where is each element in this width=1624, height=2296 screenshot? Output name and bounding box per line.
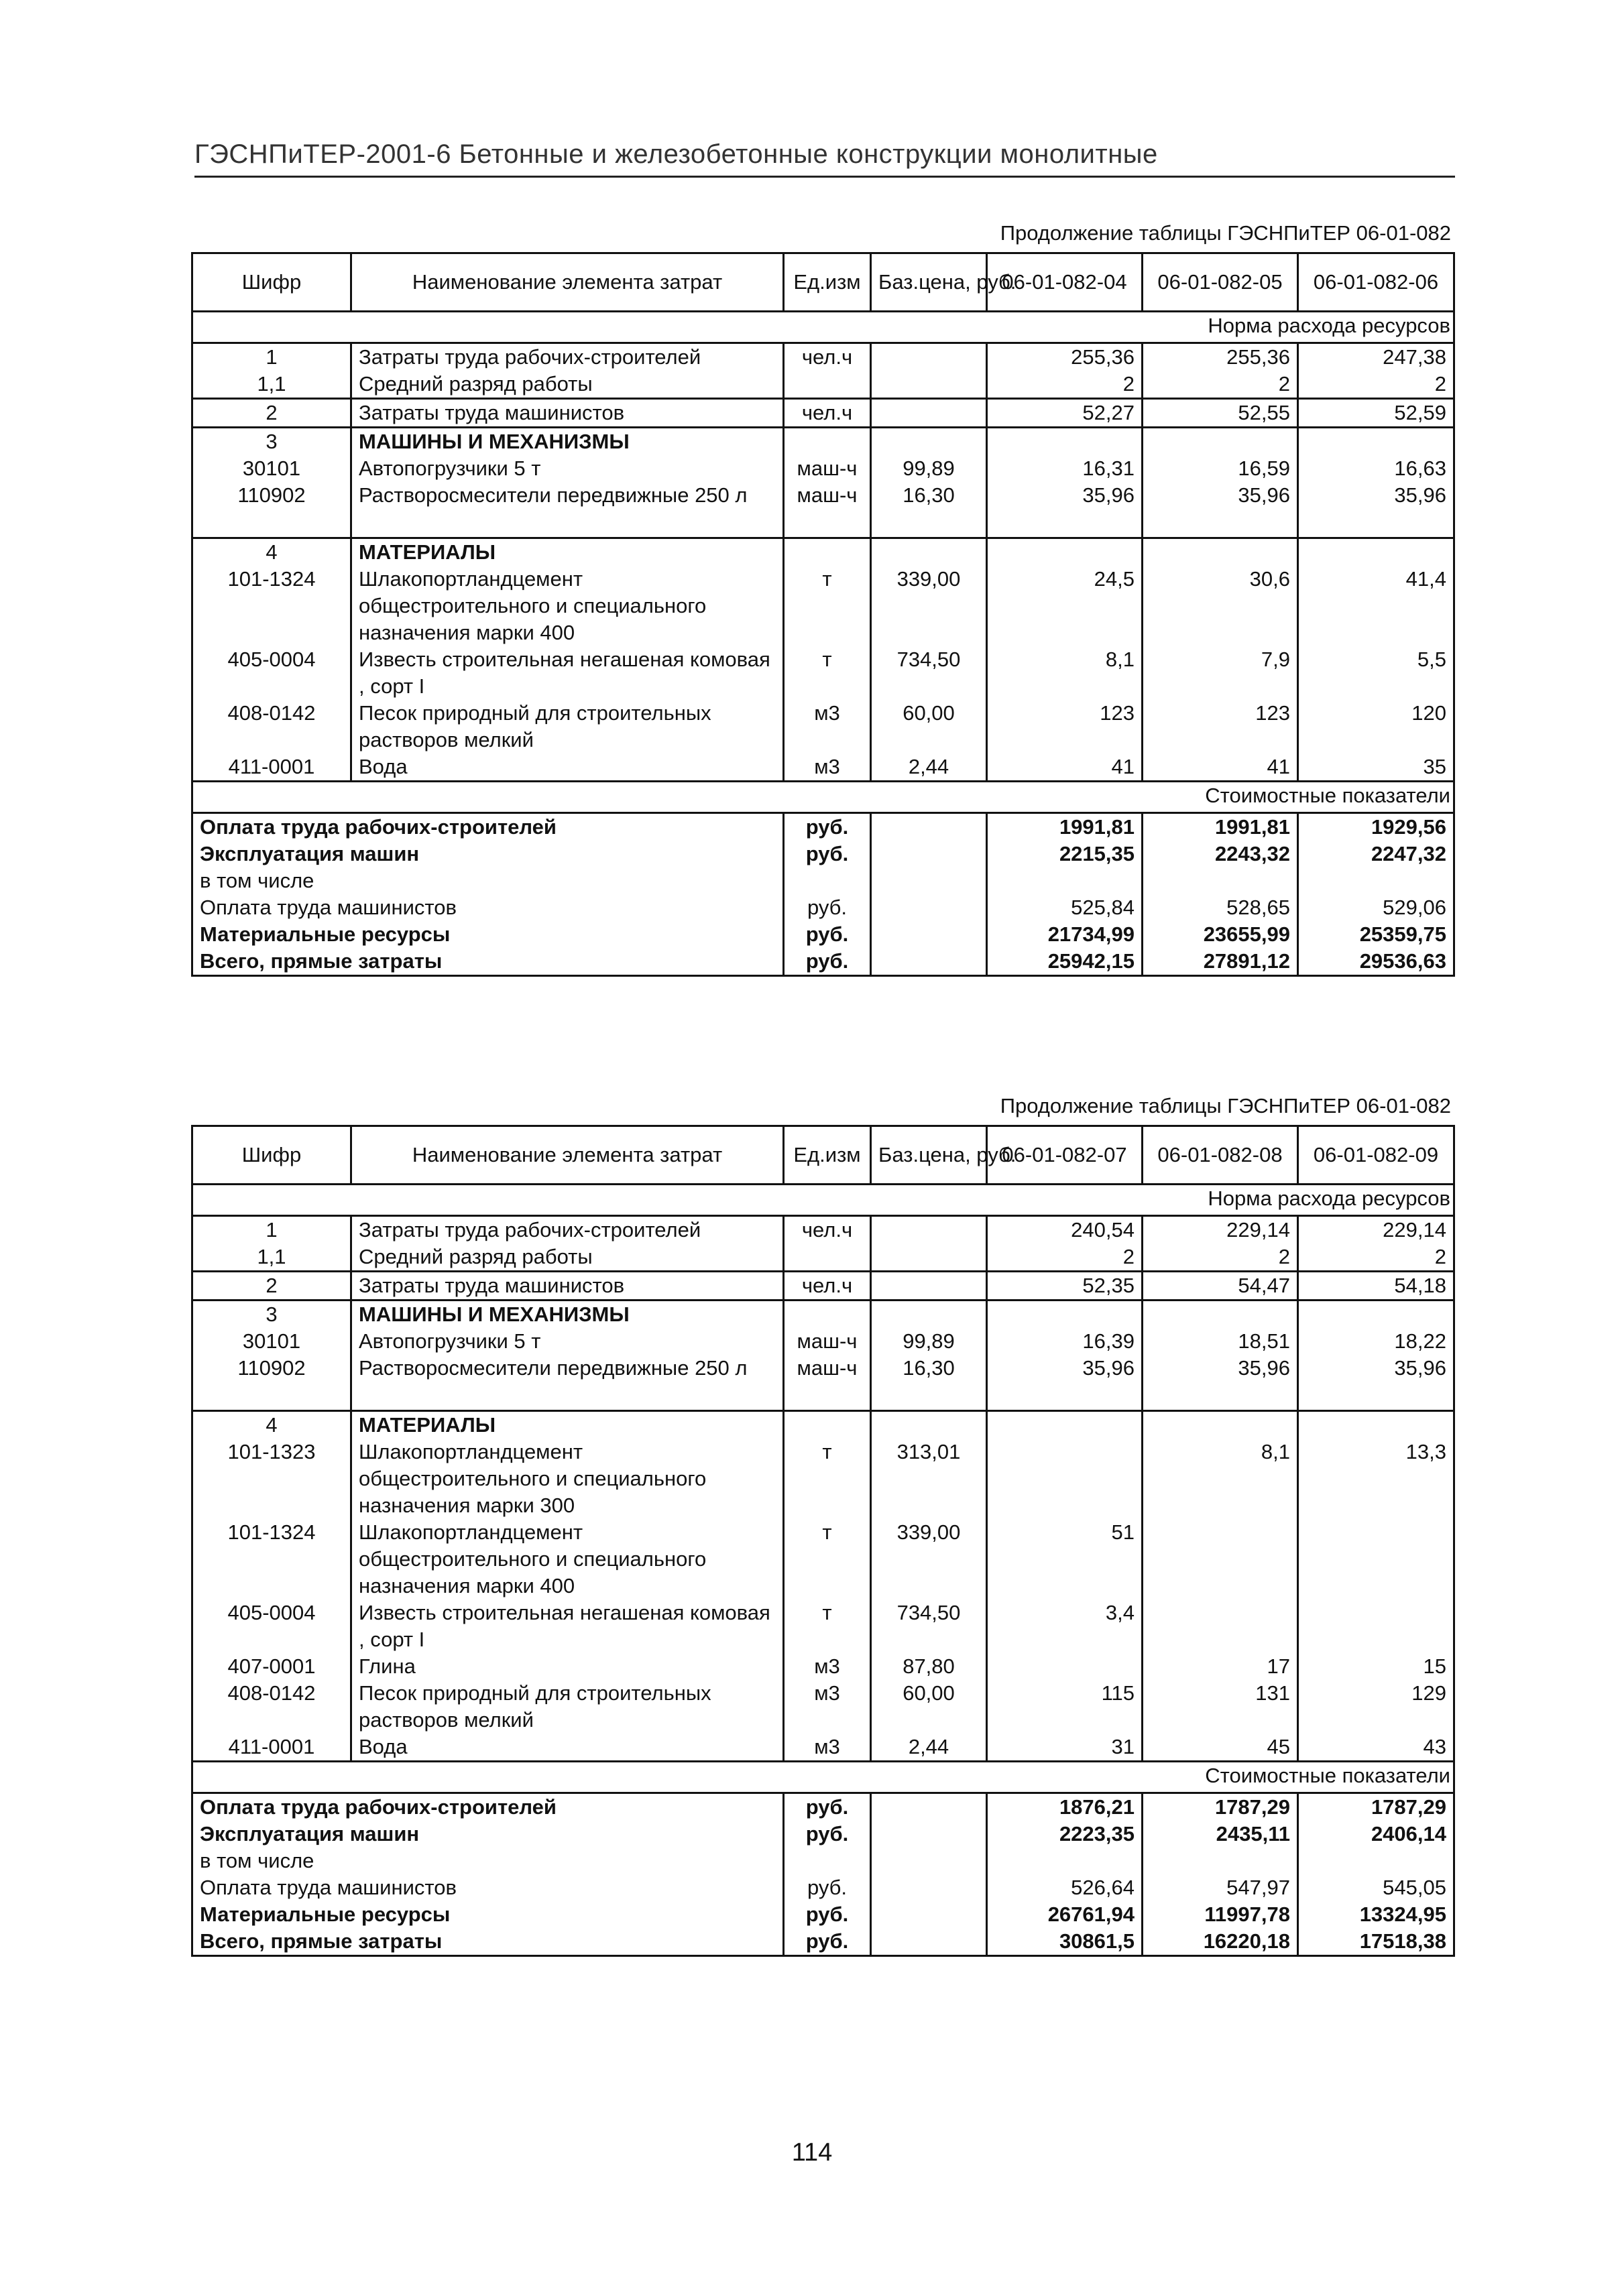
row-code: 408-0142: [192, 700, 351, 753]
row-value: [1298, 428, 1454, 456]
row-value: [1298, 1519, 1454, 1599]
row-name: Вода: [351, 1734, 784, 1762]
row-value: [1143, 428, 1298, 456]
row-value: 45: [1143, 1734, 1298, 1762]
table-row: [192, 343, 1454, 371]
row-base-price: [871, 1272, 987, 1301]
cost-row: [192, 1821, 1454, 1848]
cost-value: 2223,35: [987, 1821, 1143, 1848]
row-name: Песок природный для строительных растворов мелкий: [351, 700, 784, 753]
cost-label: Оплата труда машинистов: [192, 894, 784, 921]
row-value: [1298, 1599, 1454, 1653]
row-name: Известь строительная негашеная комовая , сорт I: [351, 646, 784, 700]
cost-value: 17518,38: [1298, 1928, 1454, 1956]
header-name: Наименование элемента затрат: [351, 1126, 784, 1185]
table-row: [192, 455, 1454, 482]
row-value: 35: [1298, 753, 1454, 782]
row-value: 8,1: [1143, 1439, 1298, 1519]
cost-value: 29536,63: [1298, 948, 1454, 976]
cost-label: Оплата труда машинистов: [192, 1874, 784, 1901]
row-unit: м3: [784, 753, 871, 782]
cost-label: в том числе: [192, 867, 784, 894]
cost-value: [987, 867, 1143, 894]
row-base-price: 734,50: [871, 646, 987, 700]
row-code: 407-0001: [192, 1653, 351, 1680]
table-header-row: [192, 253, 1454, 312]
row-name: Шлакопортландцемент общестроительного и специального назначения марки 400: [351, 566, 784, 646]
row-value: 115: [987, 1680, 1143, 1734]
table-row: [192, 1328, 1454, 1355]
row-value: [987, 1439, 1143, 1519]
row-code: 110902: [192, 482, 351, 509]
cost-value: 23655,99: [1143, 921, 1298, 948]
cost-value: 21734,99: [987, 921, 1143, 948]
section-label-norms: Норма расхода ресурсов: [192, 312, 1454, 343]
row-value: 2: [1143, 1244, 1298, 1272]
group-header-row: [192, 1301, 1454, 1329]
row-code: 1,1: [192, 371, 351, 399]
group-header-row: [192, 538, 1454, 566]
row-unit: [784, 371, 871, 399]
cost-unit: руб.: [784, 1793, 871, 1821]
table-row: [192, 646, 1454, 700]
row-value: 2: [1298, 1244, 1454, 1272]
row-base-price: 339,00: [871, 1519, 987, 1599]
row-value: [987, 1653, 1143, 1680]
row-base-price: [871, 399, 987, 428]
row-value: [1143, 1519, 1298, 1599]
cost-value: 25359,75: [1298, 921, 1454, 948]
cost-value: 1787,29: [1143, 1793, 1298, 1821]
row-unit: м3: [784, 700, 871, 753]
row-name: Шлакопортландцемент общестроительного и специального назначения марки 300: [351, 1439, 784, 1519]
cost-unit: руб.: [784, 948, 871, 976]
row-value: [987, 1411, 1143, 1439]
row-value: 17: [1143, 1653, 1298, 1680]
table-header-row: [192, 1126, 1454, 1185]
cost-label: Всего, прямые затраты: [192, 948, 784, 976]
row-base-price: [871, 428, 987, 456]
header-shifr: Шифр: [192, 1126, 351, 1185]
row-name: Глина: [351, 1653, 784, 1680]
norms-table: [191, 1125, 1455, 1957]
cost-value: 16220,18: [1143, 1928, 1298, 1956]
row-code: 2: [192, 399, 351, 428]
row-code: 2: [192, 1272, 351, 1301]
row-unit: м3: [784, 1653, 871, 1680]
cost-row: [192, 894, 1454, 921]
header-column-code: 06-01-082-09: [1298, 1126, 1454, 1185]
row-base-price: [871, 1244, 987, 1272]
header-unit: Ед.изм: [784, 253, 871, 312]
table-row: [192, 1439, 1454, 1519]
group-header-row: [192, 1411, 1454, 1439]
table-row: [192, 1599, 1454, 1653]
section-label-costs: Стоимостные показатели: [192, 1762, 1454, 1793]
row-unit: м3: [784, 1680, 871, 1734]
row-value: [987, 1301, 1143, 1329]
group-header-row: [192, 428, 1454, 456]
row-value: 7,9: [1143, 646, 1298, 700]
cost-unit: руб.: [784, 841, 871, 867]
row-code: 1: [192, 1216, 351, 1244]
row-name: Известь строительная негашеная комовая , сорт I: [351, 1599, 784, 1653]
row-unit: чел.ч: [784, 399, 871, 428]
row-value: 35,96: [1298, 482, 1454, 509]
row-name: Затраты труда рабочих-строителей: [351, 343, 784, 371]
row-value: 3,4: [987, 1599, 1143, 1653]
header-base-price: Баз.цена, руб.: [871, 1126, 987, 1185]
row-name: Затраты труда рабочих-строителей: [351, 1216, 784, 1244]
row-name: Затраты труда машинистов: [351, 1272, 784, 1301]
row-code: 4: [192, 1411, 351, 1439]
row-code: 110902: [192, 1355, 351, 1382]
row-value: 247,38: [1298, 343, 1454, 371]
cost-row: [192, 1928, 1454, 1956]
table-caption: Продолжение таблицы ГЭСНПиТЕР 06-01-082: [1000, 1094, 1451, 1117]
cost-row: [192, 1793, 1454, 1821]
row-code: 411-0001: [192, 1734, 351, 1762]
row-value: 2: [1298, 371, 1454, 399]
row-base-price: 2,44: [871, 1734, 987, 1762]
row-unit: т: [784, 1599, 871, 1653]
cost-row: [192, 867, 1454, 894]
header-column-code: 06-01-082-05: [1143, 253, 1298, 312]
row-base-price: [871, 371, 987, 399]
spacer-row: [192, 1382, 1454, 1411]
row-base-price: [871, 1301, 987, 1329]
row-code: 1,1: [192, 1244, 351, 1272]
table-row: [192, 371, 1454, 399]
cost-row: [192, 1901, 1454, 1928]
row-value: 16,39: [987, 1328, 1143, 1355]
row-code: 3: [192, 428, 351, 456]
cost-label: Всего, прямые затраты: [192, 1928, 784, 1956]
row-code: 408-0142: [192, 1680, 351, 1734]
row-value: [987, 538, 1143, 566]
row-base-price: 87,80: [871, 1653, 987, 1680]
cost-label: Эксплуатация машин: [192, 841, 784, 867]
row-unit: [784, 428, 871, 456]
cost-unit: [784, 1848, 871, 1874]
row-name: МАШИНЫ И МЕХАНИЗМЫ: [351, 1301, 784, 1329]
row-unit: маш-ч: [784, 455, 871, 482]
row-value: 24,5: [987, 566, 1143, 646]
row-name: Растворосмесители передвижные 250 л: [351, 1355, 784, 1382]
cost-label: Материальные ресурсы: [192, 1901, 784, 1928]
row-base-price: 313,01: [871, 1439, 987, 1519]
row-unit: чел.ч: [784, 1216, 871, 1244]
table-row: [192, 753, 1454, 782]
table-row: [192, 1272, 1454, 1301]
cost-value: 1876,21: [987, 1793, 1143, 1821]
cost-value: 2406,14: [1298, 1821, 1454, 1848]
row-value: 54,18: [1298, 1272, 1454, 1301]
cost-value: 30861,5: [987, 1928, 1143, 1956]
section-label-costs: Стоимостные показатели: [192, 782, 1454, 813]
table-row: [192, 700, 1454, 753]
row-unit: т: [784, 1439, 871, 1519]
row-base-price: [871, 1216, 987, 1244]
row-value: 52,59: [1298, 399, 1454, 428]
section-row-norms: [192, 1185, 1454, 1216]
cost-value: [1298, 867, 1454, 894]
row-value: [1298, 1301, 1454, 1329]
row-value: 131: [1143, 1680, 1298, 1734]
cost-value: 547,97: [1143, 1874, 1298, 1901]
row-unit: маш-ч: [784, 1355, 871, 1382]
row-code: 405-0004: [192, 1599, 351, 1653]
header-column-code: 06-01-082-07: [987, 1126, 1143, 1185]
table-row: [192, 1355, 1454, 1382]
row-value: 43: [1298, 1734, 1454, 1762]
table-row: [192, 1734, 1454, 1762]
cost-value: 2247,32: [1298, 841, 1454, 867]
cost-value: 528,65: [1143, 894, 1298, 921]
row-unit: [784, 1301, 871, 1329]
cost-unit: руб.: [784, 921, 871, 948]
row-value: 2: [1143, 371, 1298, 399]
row-value: 52,55: [1143, 399, 1298, 428]
cost-row: [192, 813, 1454, 841]
cost-row: [192, 921, 1454, 948]
row-value: 31: [987, 1734, 1143, 1762]
row-value: 16,31: [987, 455, 1143, 482]
row-unit: м3: [784, 1734, 871, 1762]
header-unit: Ед.изм: [784, 1126, 871, 1185]
row-value: 13,3: [1298, 1439, 1454, 1519]
cost-value: 11997,78: [1143, 1901, 1298, 1928]
row-value: 51: [987, 1519, 1143, 1599]
row-code: 101-1323: [192, 1439, 351, 1519]
section-row-costs: [192, 1762, 1454, 1793]
row-unit: [784, 1244, 871, 1272]
row-value: 52,35: [987, 1272, 1143, 1301]
row-value: 123: [987, 700, 1143, 753]
row-value: 18,22: [1298, 1328, 1454, 1355]
row-base-price: 2,44: [871, 753, 987, 782]
row-value: 255,36: [987, 343, 1143, 371]
cost-value: 1787,29: [1298, 1793, 1454, 1821]
page-number: 114: [791, 2138, 833, 2167]
row-value: 35,96: [1298, 1355, 1454, 1382]
header-column-code: 06-01-082-08: [1143, 1126, 1298, 1185]
cost-unit: руб.: [784, 1874, 871, 1901]
row-value: [1143, 1301, 1298, 1329]
row-unit: т: [784, 1519, 871, 1599]
header-name: Наименование элемента затрат: [351, 253, 784, 312]
cost-value: 27891,12: [1143, 948, 1298, 976]
cost-value: 1929,56: [1298, 813, 1454, 841]
running-header: ГЭСНПиТЕР-2001-6 Бетонные и железобетонные конструкции монолитные: [194, 139, 1158, 169]
row-value: 52,27: [987, 399, 1143, 428]
row-base-price: [871, 538, 987, 566]
section-row-norms: [192, 312, 1454, 343]
header-base-price: Баз.цена, руб.: [871, 253, 987, 312]
cost-unit: руб.: [784, 1928, 871, 1956]
row-value: 41: [987, 753, 1143, 782]
row-code: 101-1324: [192, 1519, 351, 1599]
row-value: 2: [987, 371, 1143, 399]
cost-value: 13324,95: [1298, 1901, 1454, 1928]
row-name: Средний разряд работы: [351, 1244, 784, 1272]
cost-value: 2215,35: [987, 841, 1143, 867]
row-unit: чел.ч: [784, 343, 871, 371]
row-value: 8,1: [987, 646, 1143, 700]
row-base-price: [871, 1411, 987, 1439]
cost-unit: руб.: [784, 813, 871, 841]
cost-unit: руб.: [784, 1901, 871, 1928]
row-unit: [784, 1411, 871, 1439]
header-column-code: 06-01-082-06: [1298, 253, 1454, 312]
table-row: [192, 566, 1454, 646]
row-value: 2: [987, 1244, 1143, 1272]
row-base-price: 99,89: [871, 1328, 987, 1355]
section-row-costs: [192, 782, 1454, 813]
cost-value: [1143, 1848, 1298, 1874]
row-name: МАШИНЫ И МЕХАНИЗМЫ: [351, 428, 784, 456]
row-code: 101-1324: [192, 566, 351, 646]
row-unit: т: [784, 566, 871, 646]
row-name: Автопогрузчики 5 т: [351, 1328, 784, 1355]
row-unit: [784, 538, 871, 566]
cost-unit: руб.: [784, 1821, 871, 1848]
row-name: МАТЕРИАЛЫ: [351, 538, 784, 566]
row-base-price: 60,00: [871, 700, 987, 753]
table-caption: Продолжение таблицы ГЭСНПиТЕР 06-01-082: [1000, 221, 1451, 245]
cost-label: в том числе: [192, 1848, 784, 1874]
row-name: Средний разряд работы: [351, 371, 784, 399]
row-code: 4: [192, 538, 351, 566]
header-rule: [194, 176, 1455, 178]
cost-row: [192, 1874, 1454, 1901]
row-value: 16,63: [1298, 455, 1454, 482]
table-row: [192, 1680, 1454, 1734]
row-value: 54,47: [1143, 1272, 1298, 1301]
row-value: 229,14: [1143, 1216, 1298, 1244]
cost-value: 2243,32: [1143, 841, 1298, 867]
row-value: 18,51: [1143, 1328, 1298, 1355]
row-value: [987, 428, 1143, 456]
row-base-price: 99,89: [871, 455, 987, 482]
cost-value: 25942,15: [987, 948, 1143, 976]
row-value: [1143, 538, 1298, 566]
cost-value: 2435,11: [1143, 1821, 1298, 1848]
row-value: 16,59: [1143, 455, 1298, 482]
table-row: [192, 1653, 1454, 1680]
table-row: [192, 399, 1454, 428]
row-value: 30,6: [1143, 566, 1298, 646]
cost-label: Оплата труда рабочих-строителей: [192, 1793, 784, 1821]
row-name: Растворосмесители передвижные 250 л: [351, 482, 784, 509]
row-value: 41: [1143, 753, 1298, 782]
row-code: 30101: [192, 1328, 351, 1355]
row-value: 35,96: [987, 482, 1143, 509]
header-shifr: Шифр: [192, 253, 351, 312]
row-value: [1298, 1411, 1454, 1439]
cost-value: 1991,81: [987, 813, 1143, 841]
row-base-price: 16,30: [871, 1355, 987, 1382]
row-name: Шлакопортландцемент общестроительного и специального назначения марки 400: [351, 1519, 784, 1599]
cost-row: [192, 841, 1454, 867]
row-value: 35,96: [987, 1355, 1143, 1382]
row-unit: т: [784, 646, 871, 700]
row-value: 255,36: [1143, 343, 1298, 371]
cost-value: 1991,81: [1143, 813, 1298, 841]
cost-label: Материальные ресурсы: [192, 921, 784, 948]
row-value: 229,14: [1298, 1216, 1454, 1244]
row-base-price: 734,50: [871, 1599, 987, 1653]
row-unit: маш-ч: [784, 1328, 871, 1355]
row-base-price: [871, 343, 987, 371]
row-value: 15: [1298, 1653, 1454, 1680]
cost-unit: руб.: [784, 894, 871, 921]
cost-value: 525,84: [987, 894, 1143, 921]
row-unit: маш-ч: [784, 482, 871, 509]
row-value: 120: [1298, 700, 1454, 753]
cost-value: [1143, 867, 1298, 894]
row-value: 123: [1143, 700, 1298, 753]
row-value: 41,4: [1298, 566, 1454, 646]
table-row: [192, 1244, 1454, 1272]
table-row: [192, 1216, 1454, 1244]
cost-label: Оплата труда рабочих-строителей: [192, 813, 784, 841]
cost-value: 26761,94: [987, 1901, 1143, 1928]
row-name: Автопогрузчики 5 т: [351, 455, 784, 482]
row-unit: чел.ч: [784, 1272, 871, 1301]
row-value: [1298, 538, 1454, 566]
table-row: [192, 482, 1454, 509]
row-base-price: 16,30: [871, 482, 987, 509]
row-value: 5,5: [1298, 646, 1454, 700]
table-row: [192, 1519, 1454, 1599]
row-name: Затраты труда машинистов: [351, 399, 784, 428]
cost-unit: [784, 867, 871, 894]
row-value: [1143, 1411, 1298, 1439]
row-code: 3: [192, 1301, 351, 1329]
cost-value: [987, 1848, 1143, 1874]
cost-value: [1298, 1848, 1454, 1874]
row-code: 1: [192, 343, 351, 371]
spacer-row: [192, 509, 1454, 538]
row-value: 35,96: [1143, 1355, 1298, 1382]
row-name: Песок природный для строительных растворов мелкий: [351, 1680, 784, 1734]
row-value: 240,54: [987, 1216, 1143, 1244]
cost-value: 526,64: [987, 1874, 1143, 1901]
header-column-code: 06-01-082-04: [987, 253, 1143, 312]
row-code: 30101: [192, 455, 351, 482]
section-label-norms: Норма расхода ресурсов: [192, 1185, 1454, 1216]
row-code: 411-0001: [192, 753, 351, 782]
cost-row: [192, 948, 1454, 976]
cost-value: 529,06: [1298, 894, 1454, 921]
row-name: Вода: [351, 753, 784, 782]
row-code: 405-0004: [192, 646, 351, 700]
cost-value: 545,05: [1298, 1874, 1454, 1901]
row-value: 35,96: [1143, 482, 1298, 509]
row-base-price: 60,00: [871, 1680, 987, 1734]
row-base-price: 339,00: [871, 566, 987, 646]
cost-row: [192, 1848, 1454, 1874]
row-value: 129: [1298, 1680, 1454, 1734]
norms-table: [191, 252, 1455, 977]
row-name: МАТЕРИАЛЫ: [351, 1411, 784, 1439]
cost-label: Эксплуатация машин: [192, 1821, 784, 1848]
row-value: [1143, 1599, 1298, 1653]
